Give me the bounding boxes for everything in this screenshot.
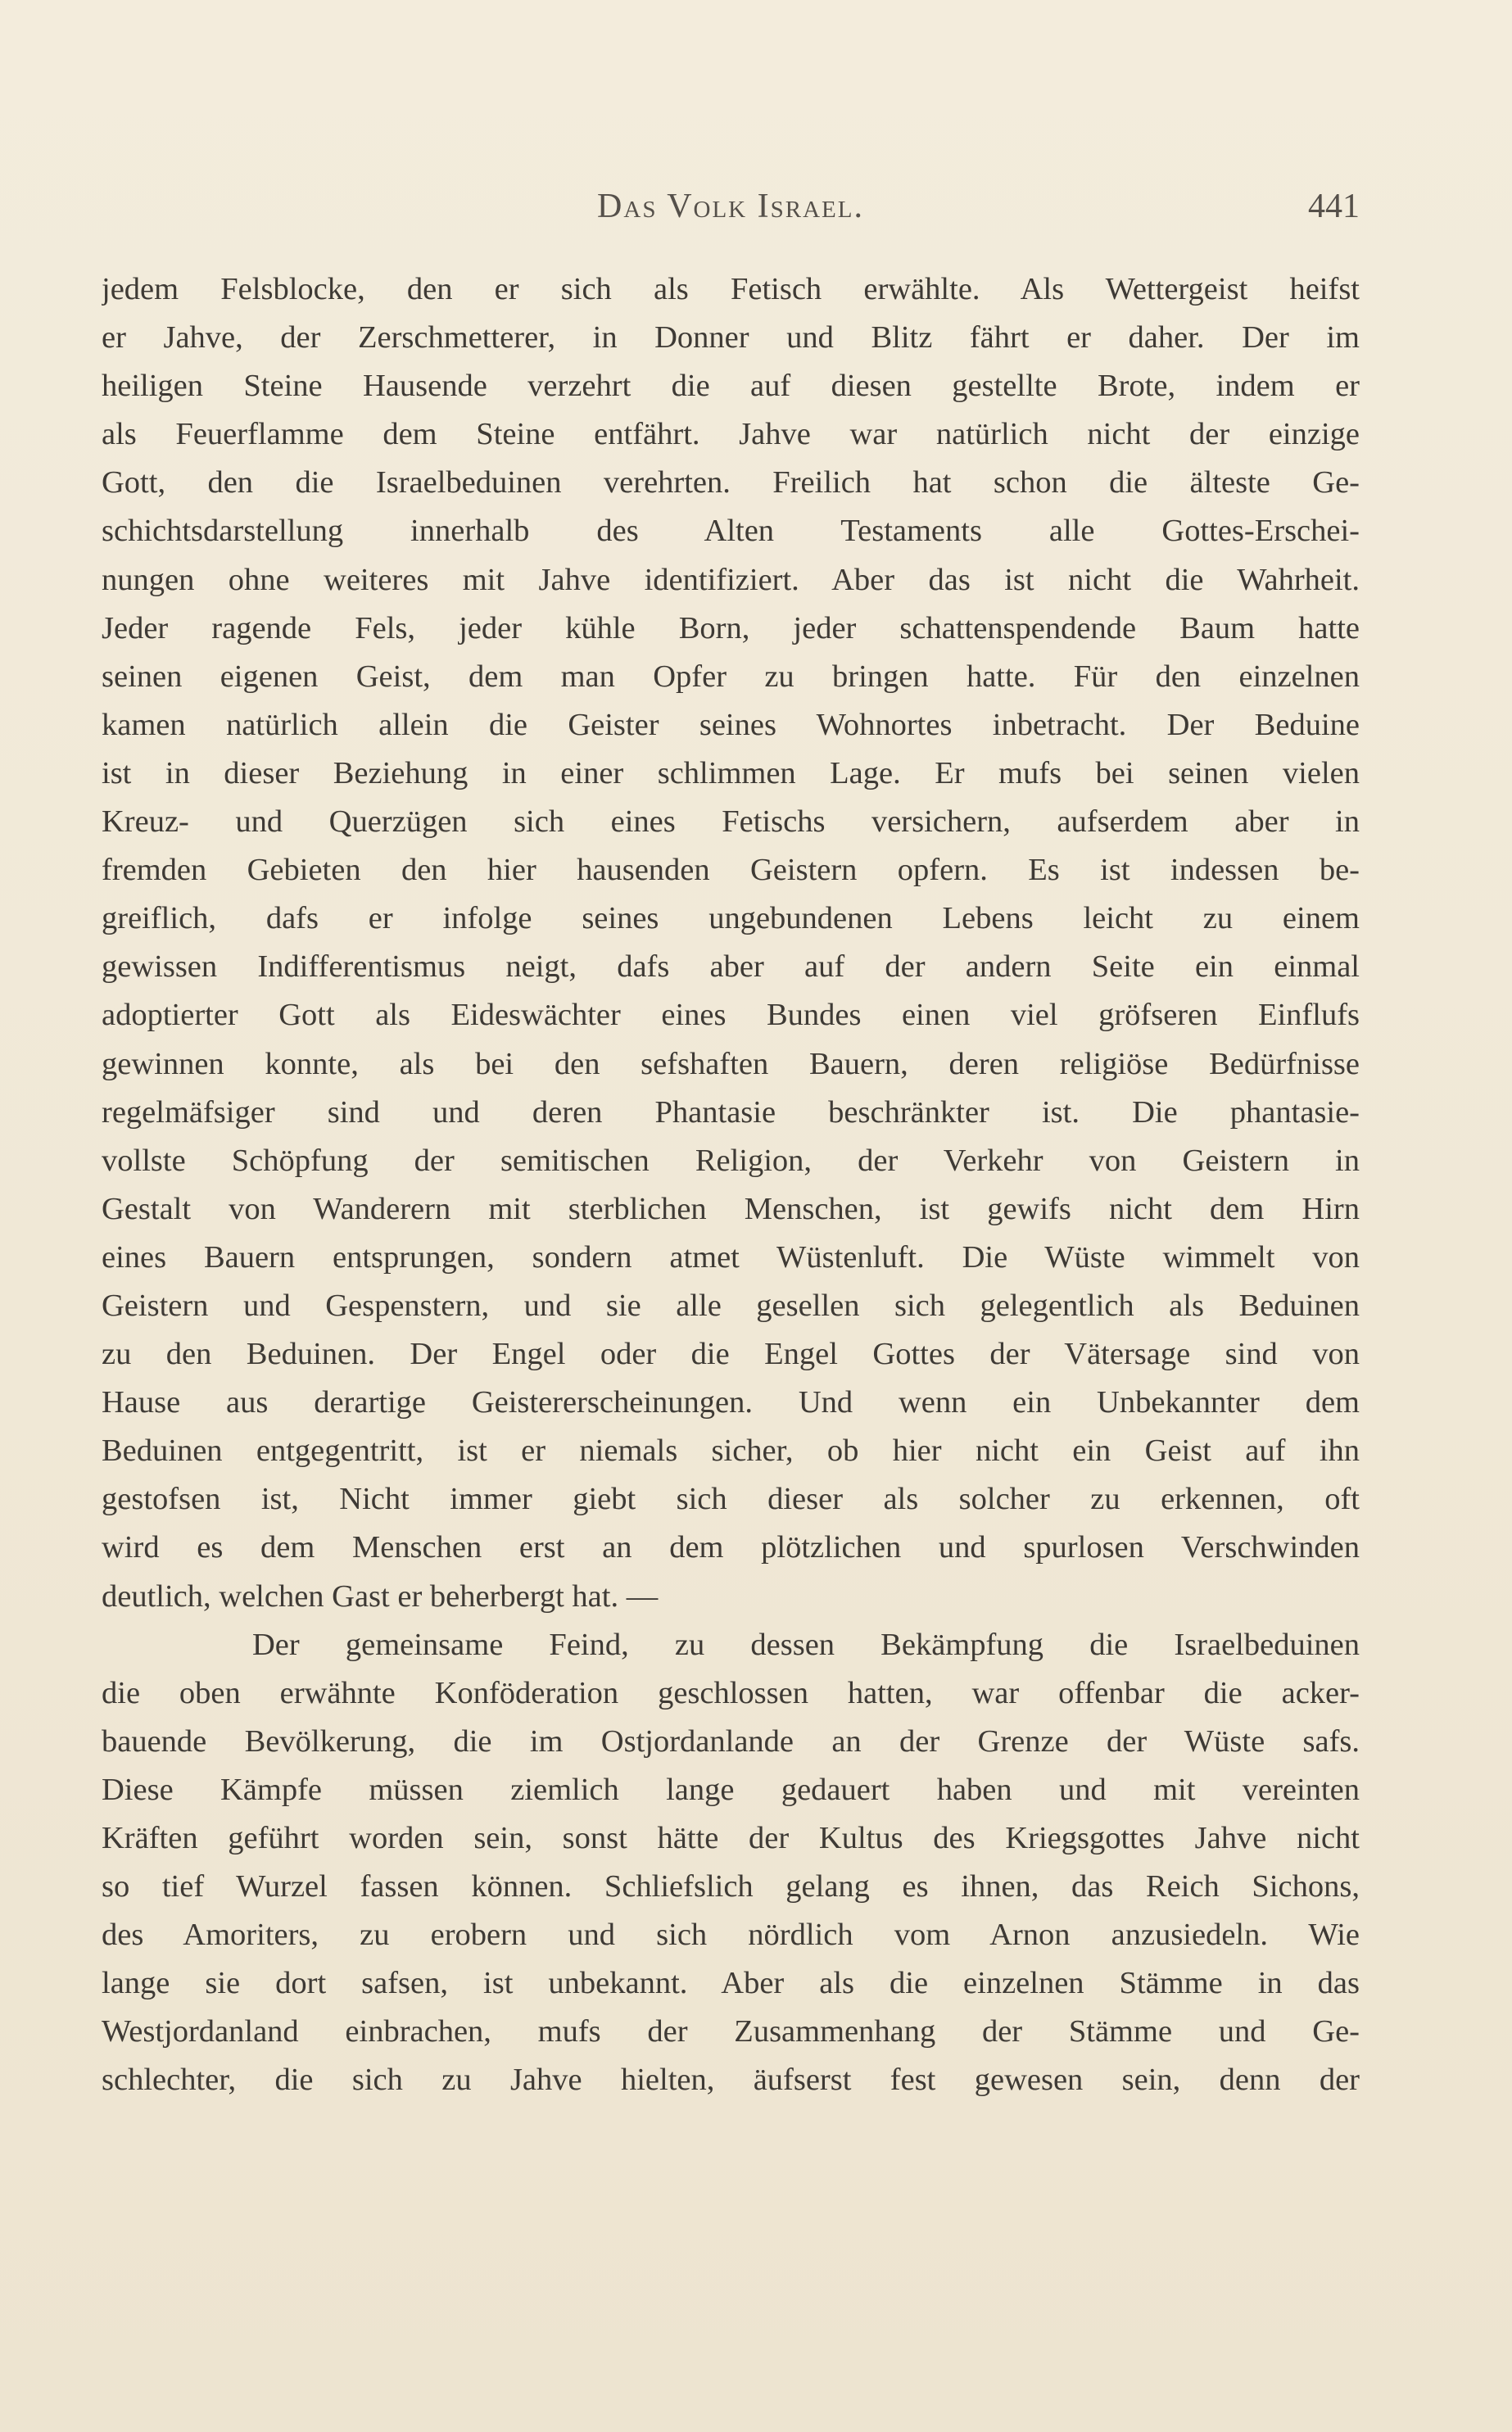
- text-line: als Feuerflamme dem Steine entfährt. Jahve war natürlich nicht der einzige: [102, 417, 1360, 452]
- page-header: [102, 187, 1360, 236]
- text-line: adoptierter Gott als Eideswächter eines Bundes einen viel gröfseren Einflufs: [102, 998, 1360, 1033]
- text-line: Geistern und Gespenstern, und sie alle gesellen sich gelegentlich als Beduinen: [102, 1288, 1360, 1323]
- paragraph: [102, 1621, 1360, 2105]
- text-line: regelmäfsiger sind und deren Phantasie beschränkter ist. Die phantasie-: [102, 1094, 1360, 1130]
- text-line: Hause aus derartige Geistererscheinungen. Und wenn ein Unbekannter dem: [102, 1385, 1360, 1420]
- text-line: deutlich, welchen Gast er beherbergt hat. —: [102, 1578, 659, 1614]
- text-line: lange sie dort safsen, ist unbekannt. Aber als die einzelnen Stämme in das: [102, 1966, 1360, 2001]
- page-number: 441: [1308, 188, 1360, 225]
- text-line: zu den Beduinen. Der Engel oder die Engel Gottes der Vätersage sind von: [102, 1337, 1360, 1372]
- text-line: eines Bauern entsprungen, sondern atmet Wüstenluft. Die Wüste wimmelt von: [102, 1239, 1360, 1275]
- text-line: ist in dieser Beziehung in einer schlimmen Lage. Er mufs bei seinen vielen: [102, 755, 1360, 790]
- text-line: nungen ohne weiteres mit Jahve identifiziert. Aber das ist nicht die Wahrheit.: [102, 562, 1360, 597]
- text-line: greiflich, dafs er infolge seines ungebundenen Lebens leicht zu einem: [102, 901, 1360, 936]
- text-line: heiligen Steine Hausende verzehrt die auf diesen gestellte Brote, indem er: [102, 369, 1360, 404]
- paragraph: [102, 265, 1360, 1621]
- text-line: Diese Kämpfe müssen ziemlich lange gedauert haben und mit vereinten: [102, 1772, 1360, 1807]
- text-line: Der gemeinsame Feind, zu dessen Bekämpfung die Israelbeduinen: [252, 1627, 1360, 1662]
- text-line: Westjordanland einbrachen, mufs der Zusammenhang der Stämme und Ge-: [102, 2014, 1360, 2049]
- running-title: Das Volk Israel.: [597, 188, 864, 225]
- text-line: des Amoriters, zu erobern und sich nördlich vom Arnon anzusiedeln. Wie: [102, 1918, 1360, 1953]
- text-line: Jeder ragende Fels, jeder kühle Born, jeder schattenspendende Baum hatte: [102, 610, 1360, 645]
- text-line: schichtsdarstellung innerhalb des Alten Testaments alle Gottes-Erschei-: [102, 514, 1360, 549]
- text-line: Kräften geführt worden sein, sonst hätte der Kultus des Kriegsgottes Jahve nicht: [102, 1821, 1360, 1855]
- text-line: gewissen Indifferentismus neigt, dafs aber auf der andern Seite ein einmal: [102, 949, 1360, 985]
- text-line: gestofsen ist, Nicht immer giebt sich dieser als solcher zu erkennen, oft: [102, 1482, 1360, 1517]
- body-text: [102, 265, 1360, 2105]
- text-line: er Jahve, der Zerschmetterer, in Donner und Blitz fährt er daher. Der im: [102, 320, 1360, 356]
- text-line: Kreuz- und Querzügen sich eines Fetischs versichern, aufserdem aber in: [102, 804, 1360, 840]
- text-line: Beduinen entgegentritt, ist er niemals sicher, ob hier nicht ein Geist auf ihn: [102, 1433, 1360, 1469]
- text-line: seinen eigenen Geist, dem man Opfer zu bringen hatte. Für den einzelnen: [102, 659, 1360, 694]
- text-line: gewinnen konnte, als bei den sefshaften Bauern, deren religiöse Bedürfnisse: [102, 1046, 1360, 1081]
- text-line: so tief Wurzel fassen können. Schliefslich gelang es ihnen, das Reich Sichons,: [102, 1869, 1360, 1904]
- text-line: vollste Schöpfung der semitischen Religion, der Verkehr von Geistern in: [102, 1143, 1360, 1178]
- text-line: bauende Bevölkerung, die im Ostjordanlande an der Grenze der Wüste safs.: [102, 1723, 1360, 1759]
- text-line: die oben erwähnte Konföderation geschlossen hatten, war offenbar die acker-: [102, 1675, 1360, 1710]
- text-line: jedem Felsblocke, den er sich als Fetisch erwählte. Als Wettergeist heifst: [102, 272, 1360, 306]
- text-line: kamen natürlich allein die Geister seines Wohnortes inbetracht. Der Beduine: [102, 707, 1360, 742]
- text-line: fremden Gebieten den hier hausenden Geistern opfern. Es ist indessen be-: [102, 853, 1360, 888]
- text-line: Gestalt von Wanderern mit sterblichen Menschen, ist gewifs nicht dem Hirn: [102, 1191, 1360, 1226]
- text-line: Gott, den die Israelbeduinen verehrten. Freilich hat schon die älteste Ge-: [102, 465, 1360, 500]
- text-line: wird es dem Menschen erst an dem plötzlichen und spurlosen Verschwinden: [102, 1530, 1360, 1565]
- text-line: schlechter, die sich zu Jahve hielten, äufserst fest gewesen sein, denn der: [102, 2063, 1360, 2098]
